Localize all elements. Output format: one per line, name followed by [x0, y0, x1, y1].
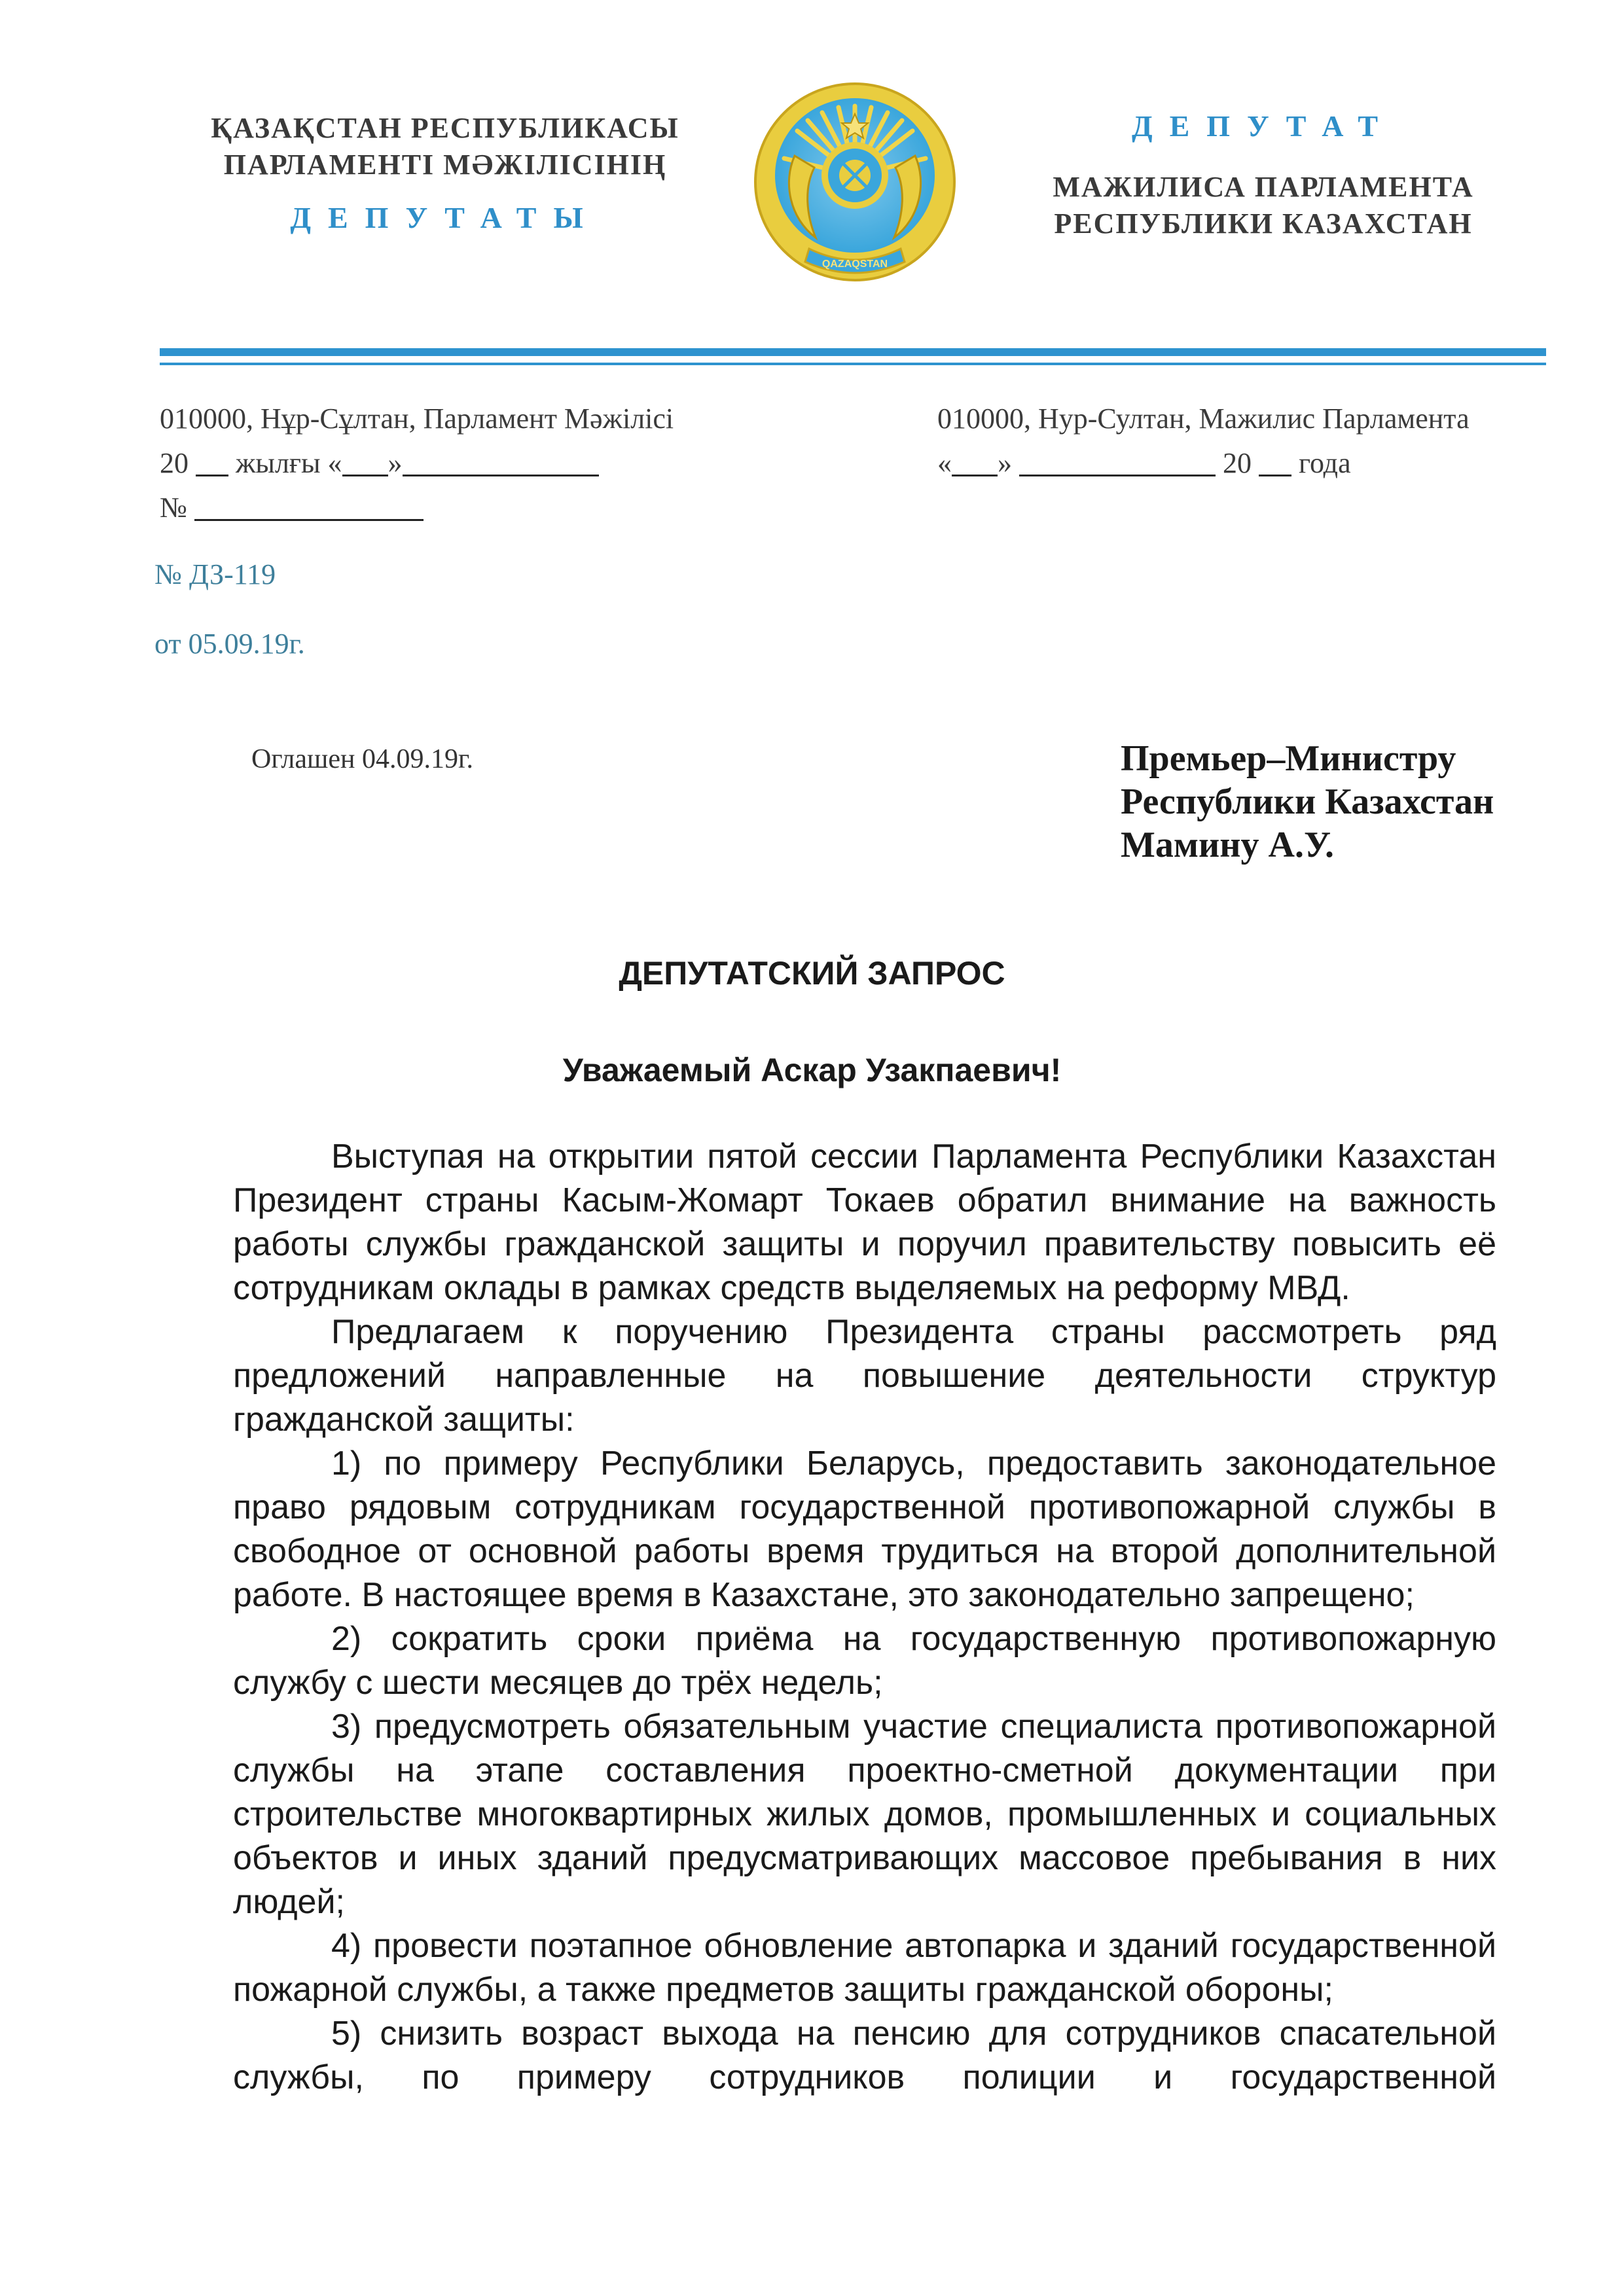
- addressee-line3: Мамину А.У.: [1121, 825, 1334, 865]
- announced-date: Оглашен 04.09.19г.: [251, 744, 473, 774]
- greeting: Уважаемый Аскар Узакпаевич!: [562, 1052, 1062, 1088]
- emblem-banner-text: QAZAQSTAN: [821, 259, 888, 270]
- date-kz-mid: жылғы «: [236, 447, 342, 479]
- letterhead-ru-line1: МАЖИЛИСА ПАРЛАМЕНТА: [1053, 171, 1474, 203]
- date-line-kz: [160, 441, 749, 486]
- letterhead-ru-line2: РЕСПУБЛИКИ КАЗАХСТАН: [1054, 207, 1473, 240]
- date-kz-end: »: [388, 447, 403, 479]
- number-line-kz: [160, 486, 749, 530]
- header-divider-thin: [160, 363, 1546, 365]
- header-divider-thick: [160, 348, 1546, 356]
- blank-line: [196, 448, 228, 476]
- letterhead-kz-deputies: ДЕПУТАТЫ: [290, 201, 600, 234]
- letterhead-kz-line2: ПАРЛАМЕНТІ МӘЖІЛІСІНІҢ: [223, 149, 667, 181]
- addressee-line2: Республики Казахстан: [1121, 781, 1494, 822]
- blank-line: [194, 493, 424, 521]
- letterhead-ru: [1008, 169, 1519, 242]
- body-text: [233, 1135, 1496, 2100]
- date-ru-close: »: [998, 447, 1012, 479]
- paragraph: Выступая на открытии пятой сессии Парламента Республики Казахстан Президент страны Касым-Жомарт Токаев обратил внимание на важность работы службы гражданской защиты и поручил правительству повысить её сотрудникам оклады в рамках средств выделяемых на реформу МВД.: [233, 1138, 1496, 1307]
- addressee-line1: Премьер–Министру: [1121, 738, 1456, 779]
- date-kz-prefix: 20: [160, 447, 189, 479]
- date-ru-year-suffix: года: [1299, 447, 1351, 479]
- blank-line: [1259, 448, 1291, 476]
- date-line-ru: [937, 441, 1553, 486]
- paragraph: 2) сократить сроки приёма на государственную противопожарную службу с шести месяцев до трёх недель;: [233, 1620, 1496, 1702]
- registration-date: от 05.09.19г.: [154, 628, 305, 660]
- paragraph: 1) по примеру Республики Беларусь, предоставить законодательное право рядовым сотрудникам государственной противопожарной службы в свободное от основной работы время трудиться на второй дополнительной работе. В настоящее время в Казахстане, это законодательно запрещено;: [233, 1444, 1496, 1614]
- paragraph: 4) провести поэтапное обновление автопарка и зданий государственной пожарной службы, а также предметов защиты гражданской обороны;: [233, 1927, 1496, 2009]
- addressee-block: [1121, 737, 1494, 867]
- letterhead-ru-deputy: ДЕПУТАТ: [1131, 109, 1396, 143]
- date-ru-year-prefix: 20: [1223, 447, 1252, 479]
- letterhead-kz-line1: ҚАЗАҚСТАН РЕСПУБЛИКАСЫ: [211, 112, 679, 144]
- document-title: ДЕПУТАТСКИЙ ЗАПРОС: [619, 955, 1005, 992]
- letterhead-kz: [190, 110, 700, 183]
- address-ru: 010000, Нур-Султан, Мажилис Парламента: [937, 403, 1470, 435]
- address-kz-block: [160, 397, 749, 530]
- address-ru-block: [937, 397, 1553, 486]
- blank-line: [952, 448, 998, 476]
- paragraph: 3) предусмотреть обязательным участие специалиста противопожарной службы на этапе составления проектно-сметной документации при строительстве многоквартирных жилых домов, промышленных и социальных объектов и иных зданий предусматривающих массовое пребывания в них людей;: [233, 1708, 1496, 1921]
- number-sign-kz: №: [160, 492, 187, 524]
- state-emblem-icon: [744, 77, 966, 287]
- registration-number: № ДЗ-119: [154, 558, 276, 590]
- paragraph: 5) снизить возраст выхода на пенсию для сотрудников спасательной службы, по примеру сотрудников полиции и государственной: [233, 2015, 1496, 2096]
- blank-line: [342, 448, 388, 476]
- paragraph: Предлагаем к поручению Президента страны рассмотреть ряд предложений направленные на повышение деятельности структур гражданской защиты:: [233, 1313, 1496, 1439]
- blank-line: [1019, 448, 1216, 476]
- blank-line: [403, 448, 599, 476]
- date-ru-open: «: [937, 447, 952, 479]
- address-kz: 010000, Нұр-Сұлтан, Парламент Мәжілісі: [160, 403, 674, 435]
